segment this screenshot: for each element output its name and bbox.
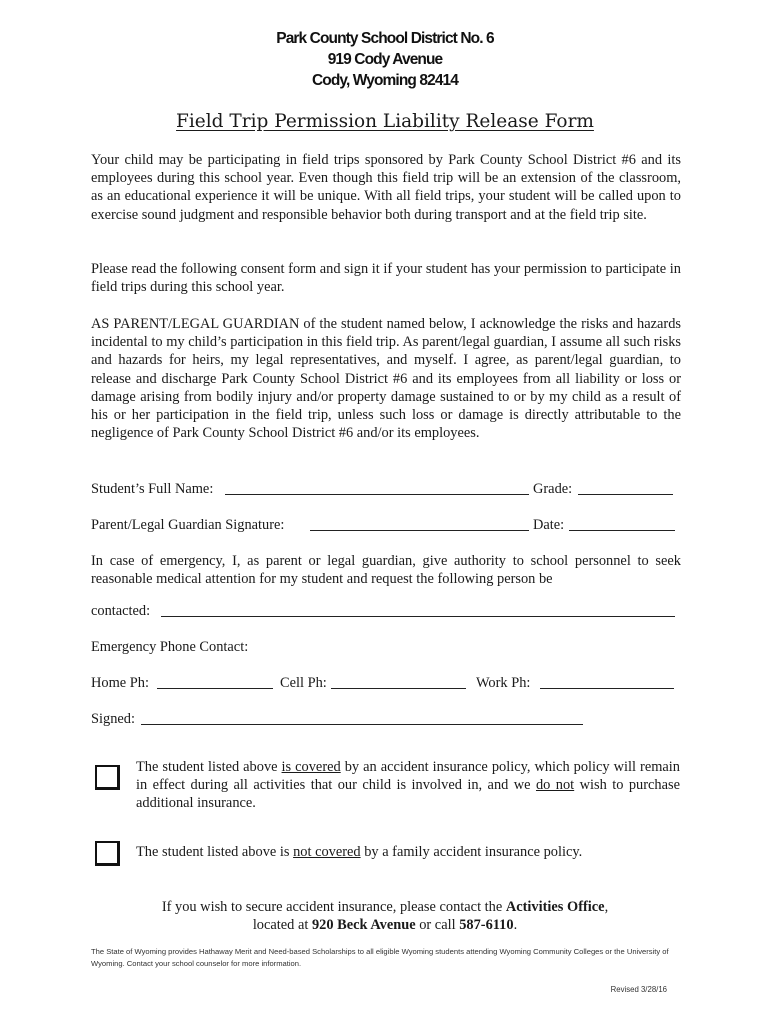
release-paragraph: AS PARENT/LEGAL GUARDIAN of the student named below, I acknowledge the risks and hazards incidental to my child’s participation in this field trip. As parent/legal guardian, I assume all such risks and hazards for heirs, my legal representatives, and myself. I agree, as parent/legal guardian, to release and discharge Park County School District #6 and its employees from all liability or loss or damage arising from bodily injury and/or property damage sustained to or by my child as a result of his or her participation in the field trip, unless such loss or damage is directly attributable to the negligence of Park County School District #6 and/or its employees. xyxy=(91,316,681,442)
insurance-not-covered-checkbox[interactable] xyxy=(95,841,120,866)
consent-instructions: Please read the following consent form and sign it if your student has your permission to participate in field trips during this school year. xyxy=(91,261,681,296)
located-at-text: located at xyxy=(252,917,312,933)
intro-paragraph: Your child may be participating in field trips sponsored by Park County School District #6 and its employees during this school year. Even though this field trip will be an extension of the classroom, as an educational experience it will be unique. With all field trips, your student will be called upon to exercise sound judgment and responsible behavior both during transport and at the field trip site. xyxy=(91,152,681,223)
grade-label: Grade: xyxy=(533,481,573,497)
not-covered-text-pre: The student listed above is xyxy=(136,844,294,860)
cell-phone-field[interactable] xyxy=(331,688,466,689)
student-name-label: Student’s Full Name: xyxy=(91,481,214,497)
guardian-signature-row xyxy=(91,515,681,535)
scholarship-note: The State of Wyoming provides Hathaway Merit and Need-based Scholarships to all eligible Wyoming students attending Wyoming Community Colleges or the University of Wyoming. Contact your school counselor for more information. xyxy=(91,947,669,969)
contact-period: . xyxy=(513,917,518,933)
signed-label: Signed: xyxy=(91,711,135,727)
cell-phone-label: Cell Ph: xyxy=(280,675,327,691)
covered-text-pre: The student listed above xyxy=(136,759,282,775)
district-street: 919 Cody Avenue xyxy=(327,51,443,68)
contact-line-1 xyxy=(0,898,770,916)
phone-row xyxy=(91,673,681,693)
student-name-row xyxy=(91,479,681,499)
insurance-covered-checkbox[interactable] xyxy=(95,765,120,790)
grade-field[interactable] xyxy=(578,494,673,495)
revision-date: Revised 3/28/16 xyxy=(610,985,667,994)
home-phone-field[interactable] xyxy=(157,688,273,689)
activities-office: Activities Office xyxy=(505,899,605,915)
contacted-label: contacted: xyxy=(91,603,151,619)
covered-emphasis: is covered xyxy=(281,759,341,775)
not-covered-emphasis: not covered xyxy=(293,844,361,860)
contact-line-2 xyxy=(0,916,770,934)
signed-row xyxy=(91,709,681,729)
contact-comma: , xyxy=(604,899,609,915)
do-not-emphasis: do not xyxy=(535,777,575,794)
guardian-signature-label: Parent/Legal Guardian Signature: xyxy=(91,517,285,533)
form-title: Field Trip Permission Liability Release Form xyxy=(176,111,594,132)
district-city: Cody, Wyoming 82414 xyxy=(312,72,458,89)
date-label: Date: xyxy=(533,517,565,533)
office-phone: 587-6110 xyxy=(459,917,514,933)
covered-text-post: wish to purchase additional insurance. xyxy=(136,777,680,812)
or-call-text: or call xyxy=(415,917,460,933)
contacted-row xyxy=(91,601,681,621)
district-name: Park County School District No. 6 xyxy=(276,30,494,47)
emergency-authority-text: In case of emergency, I, as parent or legal guardian, give authority to school personnel to seek reasonable medical attention for my student and request the following person be xyxy=(91,553,681,588)
contact-intro: If you wish to secure accident insurance, please contact the xyxy=(161,899,506,915)
insurance-covered-text xyxy=(136,758,680,813)
not-covered-text-post: by a family accident insurance policy. xyxy=(360,844,583,860)
insurance-not-covered-text xyxy=(136,843,680,861)
date-field[interactable] xyxy=(569,530,675,531)
covered-text-mid: by an accident insurance policy, which policy will remain in effect during all activities that our child is involved in, and we xyxy=(136,759,680,794)
work-phone-label: Work Ph: xyxy=(476,675,531,691)
home-phone-label: Home Ph: xyxy=(91,675,149,691)
signed-field[interactable] xyxy=(141,724,583,725)
office-address: 920 Beck Avenue xyxy=(311,917,416,933)
guardian-signature-field[interactable] xyxy=(310,530,529,531)
student-name-field[interactable] xyxy=(225,494,529,495)
contacted-field[interactable] xyxy=(161,616,675,617)
emergency-phone-label: Emergency Phone Contact: xyxy=(91,639,249,655)
work-phone-field[interactable] xyxy=(540,688,674,689)
